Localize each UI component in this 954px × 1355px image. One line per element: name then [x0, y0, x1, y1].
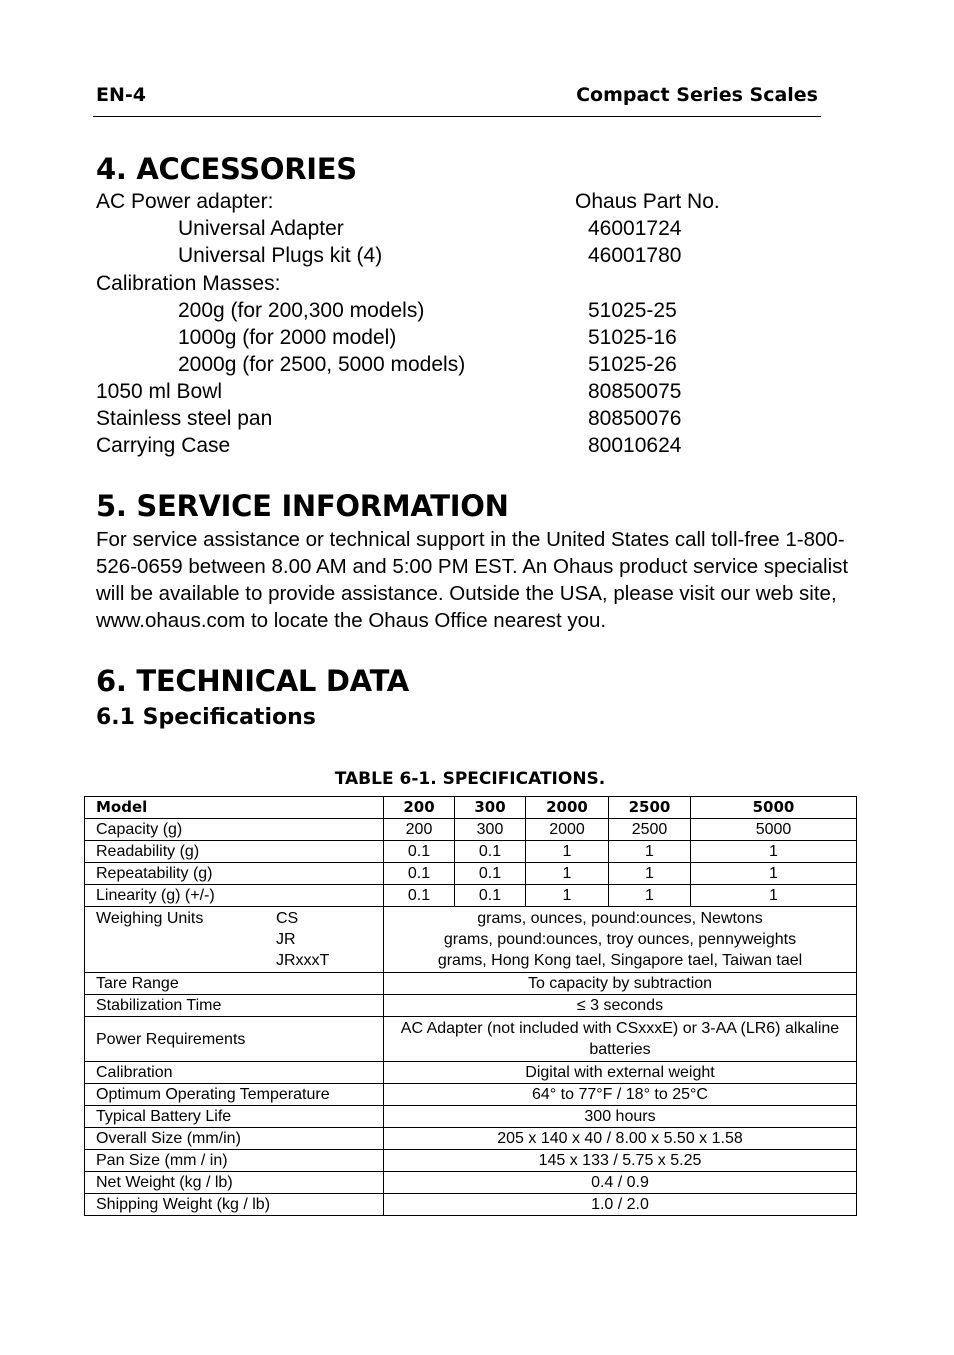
row-label: Overall Size (mm/in)	[85, 1128, 384, 1150]
accessory-part: 51025-26	[588, 353, 677, 376]
accessory-row	[96, 351, 856, 378]
row-label: Optimum Operating Temperature	[85, 1084, 384, 1106]
table-cell: 1	[691, 863, 857, 885]
table-cell: 0.4 / 0.9	[384, 1172, 857, 1194]
table-header-row	[85, 797, 857, 819]
accessory-name: Carrying Case	[96, 434, 231, 457]
table-row	[85, 1150, 857, 1172]
row-label: Typical Battery Life	[85, 1106, 384, 1128]
page-number: EN-4	[96, 84, 146, 106]
part-no-label: Ohaus Part No.	[575, 190, 720, 213]
table-row	[85, 995, 857, 1017]
table-title: TABLE 6-1. SPECIFICATIONS.	[334, 769, 606, 789]
table-row	[85, 1084, 857, 1106]
accessory-part: 80850076	[588, 407, 682, 430]
model-variant: JRxxxT	[276, 952, 330, 969]
accessory-row	[96, 242, 856, 269]
row-label: Capacity (g)	[85, 819, 384, 841]
ac-adapter-label: AC Power adapter:	[96, 190, 274, 213]
table-cell: 145 x 133 / 5.75 x 5.25	[384, 1150, 857, 1172]
row-label: Shipping Weight (kg / lb)	[85, 1194, 384, 1216]
column-header: 2500	[609, 797, 691, 819]
service-line: 526-0659 between 8.00 AM and 5:00 PM EST. An Ohaus product service specialist	[96, 555, 849, 578]
specifications-subheading: 6.1 Specifications	[96, 705, 316, 730]
table-cell: 0.1	[455, 863, 526, 885]
document-title: Compact Series Scales	[576, 84, 818, 106]
table-cell: 1	[691, 885, 857, 907]
accessory-part: 80850075	[588, 380, 682, 403]
table-cell: 0.1	[384, 885, 455, 907]
accessory-name: 1000g (for 2000 model)	[178, 326, 397, 349]
weighing-units-line	[96, 929, 383, 950]
weighing-units-value: grams, Hong Kong tael, Singapore tael, Taiwan tael	[437, 952, 803, 969]
table-cell: 0.1	[455, 841, 526, 863]
table-cell: 1	[526, 885, 609, 907]
column-header: Model	[85, 797, 384, 819]
accessory-part: 51025-25	[588, 299, 677, 322]
table-cell: ≤ 3 seconds	[384, 995, 857, 1017]
accessory-row-calibration	[96, 270, 856, 297]
weighing-units-label: Weighing Units	[96, 910, 204, 927]
accessory-name: 2000g (for 2500, 5000 models)	[178, 353, 466, 376]
accessory-name: Universal Plugs kit (4)	[178, 244, 383, 267]
row-label	[85, 907, 384, 973]
table-cell: 1	[526, 863, 609, 885]
accessory-row	[96, 297, 856, 324]
accessory-part: 51025-16	[588, 326, 677, 349]
table-row	[85, 863, 857, 885]
table-row-power	[85, 1017, 857, 1062]
row-label: Repeatability (g)	[85, 863, 384, 885]
column-header: 200	[384, 797, 455, 819]
row-label: Calibration	[85, 1062, 384, 1084]
row-label: Stabilization Time	[85, 995, 384, 1017]
calibration-masses-label: Calibration Masses:	[96, 272, 281, 295]
weighing-units-line	[96, 950, 383, 971]
header-rule	[93, 116, 821, 117]
specifications-table	[84, 796, 857, 1216]
table-cell	[384, 907, 857, 973]
row-label: Tare Range	[85, 973, 384, 995]
table-cell	[384, 1017, 857, 1062]
accessory-row	[96, 432, 856, 459]
table-row	[85, 1128, 857, 1150]
table-row	[85, 841, 857, 863]
table-row	[85, 1172, 857, 1194]
weighing-units-value: grams, pound:ounces, troy ounces, pennyweights	[443, 931, 797, 948]
column-header: 5000	[691, 797, 857, 819]
accessories-heading: 4. ACCESSORIES	[96, 152, 357, 186]
row-label: Net Weight (kg / lb)	[85, 1172, 384, 1194]
accessory-name: Universal Adapter	[178, 217, 344, 240]
accessory-name: 200g (for 200,300 models)	[178, 299, 425, 322]
row-label: Pan Size (mm / in)	[85, 1150, 384, 1172]
table-cell: 64° to 77°F / 18° to 25°C	[384, 1084, 857, 1106]
table-cell: 200	[384, 819, 455, 841]
weighing-units-value: grams, ounces, pound:ounces, Newtons	[477, 910, 763, 927]
power-value-line: AC Adapter (not included with CSxxxE) or 3-AA (LR6) alkaline	[400, 1020, 840, 1037]
table-cell: 1	[691, 841, 857, 863]
table-cell: 1	[609, 863, 691, 885]
table-row	[85, 1062, 857, 1084]
accessory-row	[96, 405, 856, 432]
table-cell: 2500	[609, 819, 691, 841]
service-line: www.ohaus.com to locate the Ohaus Office nearest you.	[96, 609, 607, 632]
row-label: Linearity (g) (+/-)	[85, 885, 384, 907]
table-cell: 1.0 / 2.0	[384, 1194, 857, 1216]
row-label: Power Requirements	[85, 1017, 384, 1062]
table-row	[85, 1106, 857, 1128]
table-cell: 300	[455, 819, 526, 841]
accessory-row-ac-adapter	[96, 188, 856, 215]
accessory-part: 80010624	[588, 434, 682, 457]
table-row	[85, 819, 857, 841]
table-cell: 1	[526, 841, 609, 863]
table-cell: Digital with external weight	[384, 1062, 857, 1084]
service-paragraph	[96, 526, 866, 634]
accessory-row	[96, 215, 856, 242]
power-value-line: batteries	[589, 1041, 651, 1058]
table-row	[85, 885, 857, 907]
row-label: Readability (g)	[85, 841, 384, 863]
table-cell: 1	[609, 841, 691, 863]
table-cell: 0.1	[384, 841, 455, 863]
table-cell: 300 hours	[384, 1106, 857, 1128]
page-header	[96, 82, 818, 110]
service-heading: 5. SERVICE INFORMATION	[96, 489, 509, 523]
service-line: will be available to provide assistance. Outside the USA, please visit our web site,	[96, 582, 837, 605]
model-variant: JR	[276, 931, 296, 948]
accessory-name: 1050 ml Bowl	[96, 380, 223, 403]
service-line: For service assistance or technical support in the United States call toll-free 1-800-	[96, 528, 845, 551]
table-row	[85, 1194, 857, 1216]
accessory-row	[96, 378, 856, 405]
table-cell: 205 x 140 x 40 / 8.00 x 5.50 x 1.58	[384, 1128, 857, 1150]
column-header: 2000	[526, 797, 609, 819]
weighing-units-line	[96, 908, 383, 929]
table-cell: To capacity by subtraction	[384, 973, 857, 995]
accessory-part: 46001780	[588, 244, 682, 267]
table-cell: 1	[609, 885, 691, 907]
table-cell: 5000	[691, 819, 857, 841]
table-cell: 0.1	[455, 885, 526, 907]
model-variant: CS	[276, 910, 299, 927]
accessory-part: 46001724	[588, 217, 682, 240]
technical-heading: 6. TECHNICAL DATA	[96, 664, 409, 698]
column-header: 300	[455, 797, 526, 819]
table-cell: 2000	[526, 819, 609, 841]
table-cell: 0.1	[384, 863, 455, 885]
accessory-row	[96, 324, 856, 351]
accessory-name: Stainless steel pan	[96, 407, 273, 430]
table-row	[85, 973, 857, 995]
table-row-weighing-units	[85, 907, 857, 973]
